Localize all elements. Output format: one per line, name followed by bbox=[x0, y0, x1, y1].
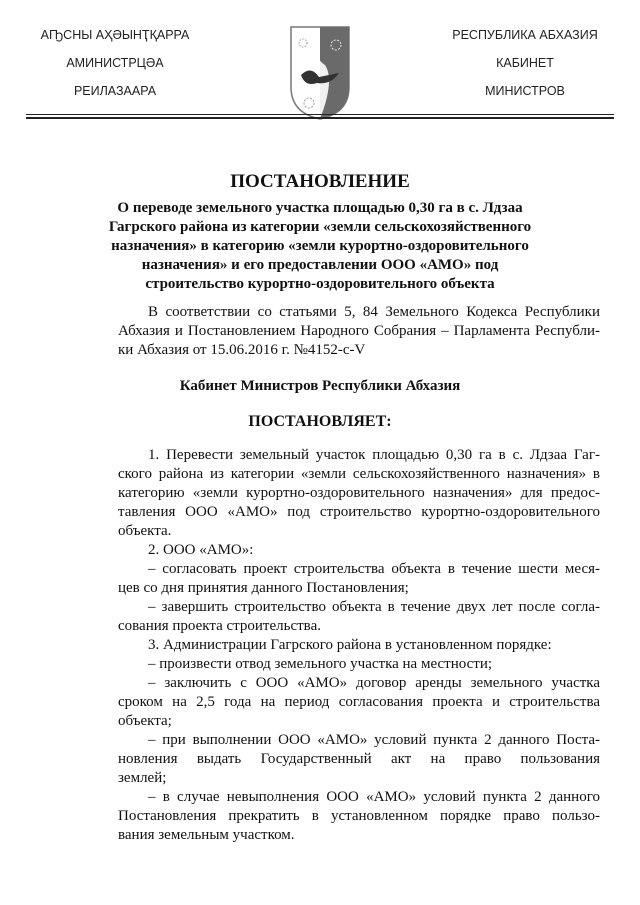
body-line: – при выполнении ООО «АМО» условий пункта 2 данного Поста- bbox=[148, 732, 600, 748]
header-divider bbox=[26, 114, 614, 115]
subject-line: строительство курортно-оздоровительного объекта bbox=[145, 276, 495, 292]
body-line: тавления ООО «АМО» под строительство курортно-оздоровительного bbox=[118, 504, 600, 520]
body-line: – произвести отвод земельного участка на местности; bbox=[148, 656, 493, 672]
header-right-line: РЕСПУБЛИКА АБХАЗИЯ bbox=[452, 28, 598, 42]
body-line: категорию «земли курортно-оздоровительного назначения» для предос- bbox=[118, 485, 600, 501]
body-line: 3. Администрации Гагрского района в установленном порядке: bbox=[148, 637, 552, 653]
subject-line: назначения» в категорию «земли курортно-оздоровительного bbox=[111, 238, 529, 254]
body-line: сования проекта строительства. bbox=[118, 618, 321, 634]
header-left-line: АҦСНЫ АҲӘЫНҬҚАРРА bbox=[40, 28, 190, 42]
body-line: землей; bbox=[118, 770, 167, 786]
subject-line: Гагрского района из категории «земли сельскохозяйственного bbox=[108, 219, 532, 235]
body-line: вания земельным участком. bbox=[118, 827, 295, 843]
issuer: Кабинет Министров Республики Абхазия bbox=[179, 378, 461, 394]
body-line: объекта. bbox=[118, 523, 172, 539]
body-line: ского района из категории «земли сельскохозяйственного назначения» в bbox=[118, 466, 600, 482]
resolves-heading: ПОСТАНОВЛЯЕТ: bbox=[248, 413, 392, 430]
body-line: – в случае невыполнения ООО «АМО» условий пункта 2 данного bbox=[148, 789, 600, 805]
body-line: 1. Перевести земельный участок площадью 0,30 га в с. Лдзаа Гаг- bbox=[148, 447, 600, 463]
body-line: – завершить строительство объекта в течение двух лет после согла- bbox=[148, 599, 600, 615]
header-right-line: КАБИНЕТ bbox=[496, 56, 554, 70]
header-left-line: АМИНИСТРЦӘА bbox=[66, 56, 164, 70]
preamble-line: ки Абхазия от 15.06.2016 г. №4152-с-V bbox=[118, 342, 366, 358]
body-line: новления выдать Государственный акт на право пользования bbox=[118, 751, 600, 767]
body-line: – согласовать проект строительства объекта в течение шести меся- bbox=[148, 561, 600, 577]
body-line: – заключить с ООО «АМО» договор аренды земельного участка bbox=[148, 675, 600, 691]
body-line: Постановления прекратить в установленном порядке право пользо- bbox=[118, 808, 600, 824]
header-right-line: МИНИСТРОВ bbox=[485, 84, 565, 98]
body-line: сроком на 2,5 года на период согласования проекта и строительства bbox=[118, 694, 600, 710]
body-line: 2. ООО «АМО»: bbox=[148, 542, 254, 558]
coat-of-arms-emblem bbox=[289, 25, 351, 121]
subject-line: О переводе земельного участка площадью 0,30 га в с. Лдзаа bbox=[117, 200, 523, 216]
body-line: объекта; bbox=[118, 713, 172, 729]
preamble-line: В соответствии со статьями 5, 84 Земельного Кодекса Республики bbox=[148, 304, 600, 320]
header-divider bbox=[26, 117, 614, 119]
body-line: цев со дня принятия данного Постановления; bbox=[118, 580, 409, 596]
preamble-line: Абхазия и Постановлением Народного Собрания – Парламента Республи- bbox=[118, 323, 600, 339]
subject-line: назначения» и его предоставлении ООО «АМО» под bbox=[141, 257, 499, 273]
header-left-line: РЕИЛАЗААРА bbox=[73, 84, 157, 98]
document-title: ПОСТАНОВЛЕНИЕ bbox=[230, 171, 410, 192]
